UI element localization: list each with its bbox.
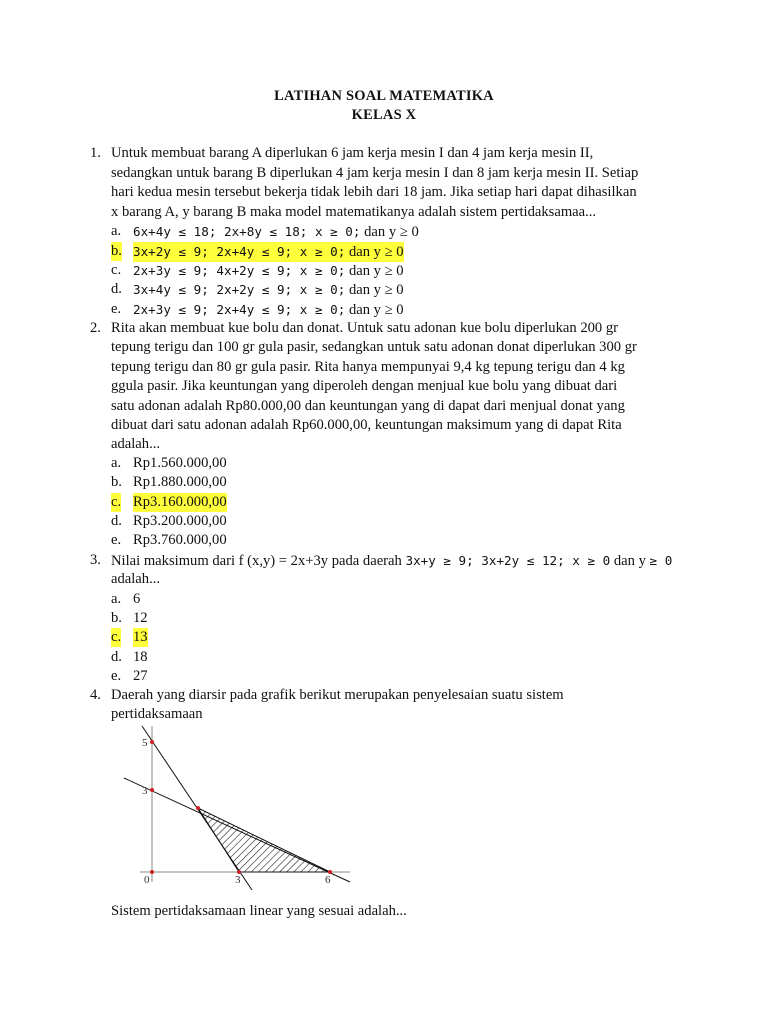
point-y5 (150, 740, 154, 744)
option-math: 2x+3y ≤ 9; 2x+4y ≤ 9; x ≥ 0; (133, 302, 346, 317)
option-math: 6x+4y ≤ 18; 2x+8y ≤ 18; x ≥ 0; (133, 224, 361, 239)
question-after-text: Sistem pertidaksamaan linear yang sesuai adalah... (111, 903, 407, 919)
option-letter: d. (111, 649, 122, 665)
option-tail: dan y ≥ 0 (345, 244, 404, 260)
option-letter: a. (111, 591, 122, 607)
option-letter: c. (111, 262, 122, 278)
point-origin (150, 870, 154, 874)
option-text: 18 (133, 649, 148, 665)
option-letter: d. (111, 513, 122, 529)
shaded-region (198, 808, 330, 872)
question-text-line: sedangkan untuk barang B diperlukan 4 jam kerja mesin I dan 8 jam kerja mesin II. Setiap (111, 165, 639, 181)
option-text: Rp3.160.000,00 (133, 494, 227, 510)
option-tail: dan y ≥ 0 (360, 224, 419, 240)
question-text-line: tepung terigu dan 100 gr gula pasir, sedangkan untuk satu adonan donat diperlukan 300 gr (111, 339, 637, 355)
option-text: 6 (133, 591, 141, 607)
option-letter: a. (111, 223, 122, 239)
option-text: 12 (133, 610, 148, 626)
option-text (133, 222, 419, 242)
question-text-line: adalah... (111, 436, 161, 452)
option-math: 3x+2y ≤ 9; 2x+4y ≤ 9; x ≥ 0; (133, 244, 346, 259)
question-text-line: Rita akan membuat kue bolu dan donat. Untuk satu adonan kue bolu diperlukan 200 gr (111, 320, 619, 336)
option-text: Rp1.880.000,00 (133, 474, 227, 490)
question-number: 3. (90, 552, 101, 568)
question-number: 4. (90, 687, 101, 703)
point-intersection (196, 806, 200, 810)
x-label-6: 6 (325, 874, 331, 886)
option-letter: a. (111, 455, 122, 471)
option-text: Rp3.760.000,00 (133, 532, 227, 548)
question-text-line: adalah... (111, 571, 161, 587)
question-text-line: satu adonan adalah Rp80.000,00 dan keuntungan yang di dapat dari menjual donat yang (111, 398, 625, 414)
option-text: Rp1.560.000,00 (133, 455, 227, 471)
option-tail: dan y ≥ 0 (345, 263, 404, 279)
point-y3 (150, 788, 154, 792)
option-text (133, 300, 404, 320)
option-tail: dan y ≥ 0 (345, 282, 404, 298)
x-label-3: 3 (235, 874, 241, 886)
x-label-0: 0 (144, 874, 150, 886)
question-text-prefix: Nilai maksimum dari f (x,y) = 2x+3y pada daerah (111, 553, 402, 569)
y-label-5: 5 (142, 737, 148, 749)
option-letter: c. (111, 629, 122, 645)
doc-subtitle: KELAS X (351, 107, 417, 123)
question-text-line: Daerah yang diarsir pada grafik berikut merupakan penyelesaian suatu sistem (111, 687, 564, 703)
question-text-line: dibuat dari satu adonan adalah Rp60.000,00, keuntungan maksimum yang di dapat Rita (111, 417, 622, 433)
option-math: 2x+3y ≤ 9; 4x+2y ≤ 9; x ≥ 0; (133, 263, 346, 278)
question-text-line: pertidaksamaan (111, 706, 203, 722)
question-text-line: tepung terigu dan 80 gr gula pasir. Rita hanya mempunyai 9,4 kg tepung terigu dan 4 kg (111, 359, 625, 375)
question-text-mid: dan y (610, 553, 650, 569)
question-math: 3x+y ≥ 9; 3x+2y ≤ 12; x ≥ 0 (405, 553, 611, 568)
option-letter: b. (111, 610, 122, 626)
question-text-line: Untuk membuat barang A diperlukan 6 jam kerja mesin I dan 4 jam kerja mesin II, (111, 145, 594, 161)
option-letter: b. (111, 243, 122, 259)
question-text-line (111, 551, 672, 571)
option-math: 3x+4y ≤ 9; 2x+2y ≤ 9; x ≥ 0; (133, 282, 346, 297)
option-letter: e. (111, 301, 122, 317)
question-text-line: hari kedua mesin tersebut bekerja tidak lebih dari 18 jam. Jika setiap hari dapat dihasilkan (111, 184, 637, 200)
option-text (133, 261, 404, 281)
option-text (133, 280, 404, 300)
feasible-region-graph (118, 722, 358, 890)
question-text-line: x barang A, y barang B maka model matematikanya adalah sistem pertidaksamaa... (111, 204, 597, 220)
question-number: 2. (90, 320, 101, 336)
option-text: 13 (133, 629, 148, 645)
question-math: ≥ 0 (649, 553, 673, 568)
y-label-3: 3 (142, 785, 148, 797)
option-text: 27 (133, 668, 148, 684)
question-text-line: ggula pasir. Jika keuntungan yang diperoleh dengan menjual kue bolu yang dibuat dari (111, 378, 618, 394)
option-text: Rp3.200.000,00 (133, 513, 227, 529)
option-tail: dan y ≥ 0 (345, 302, 404, 318)
doc-title: LATIHAN SOAL MATEMATIKA (274, 88, 494, 104)
option-text (133, 242, 404, 262)
option-letter: e. (111, 668, 122, 684)
option-letter: c. (111, 494, 122, 510)
question-number: 1. (90, 145, 101, 161)
option-letter: b. (111, 474, 122, 490)
option-letter: e. (111, 532, 122, 548)
option-letter: d. (111, 281, 122, 297)
